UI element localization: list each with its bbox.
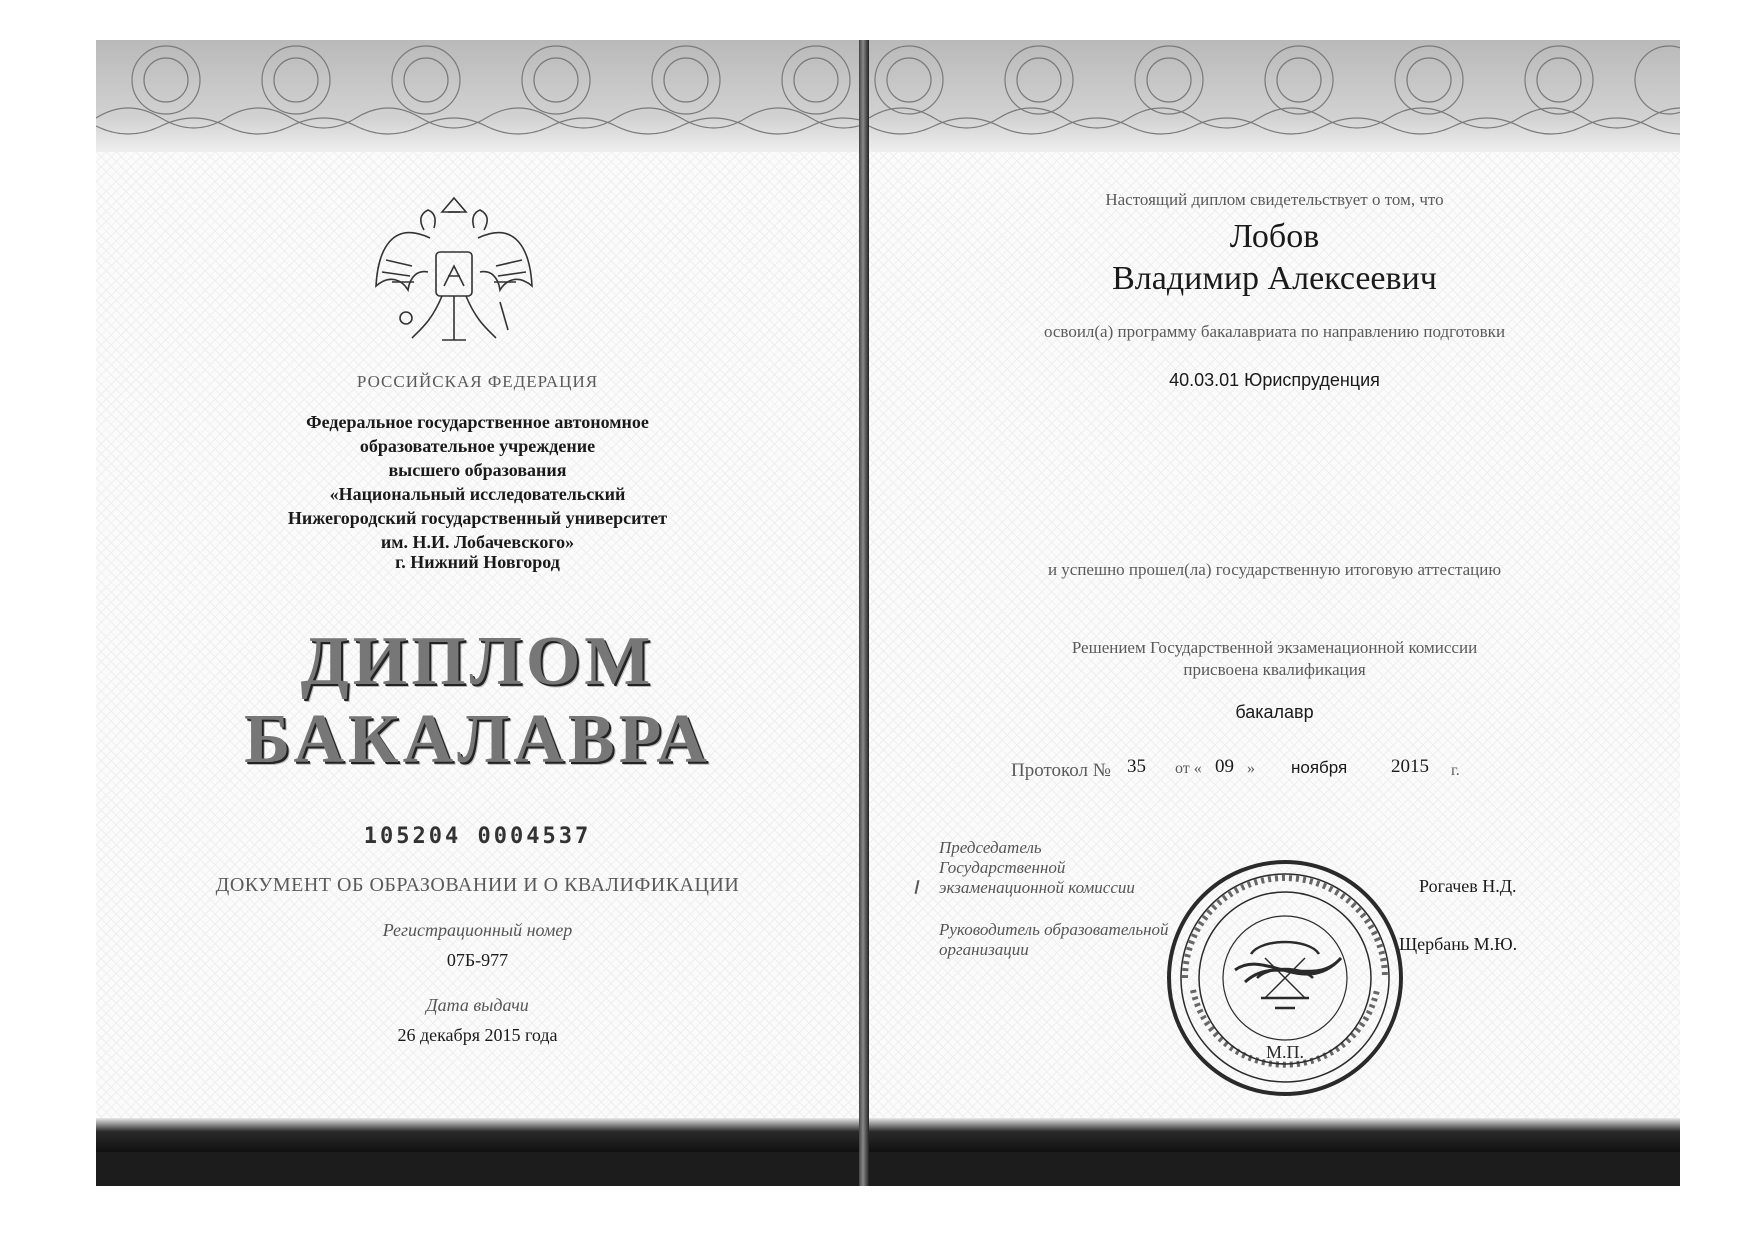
protocol-number: 35 [1127,756,1146,777]
seal-mark: М.П. [1265,1042,1305,1062]
protocol-year: 2015 [1391,756,1429,777]
coat-of-arms-icon [372,190,537,350]
institution-line: Нижегородский государственный университет [287,508,668,528]
decision-line2: присвоена квалификация [1183,660,1366,679]
protocol-close-quote: » [1247,760,1255,777]
protocol-year-suffix: г. [1451,762,1460,779]
registration-label: Регистрационный номер [382,920,573,940]
book-spine [859,40,869,1186]
diploma-cover-page [96,40,859,1152]
head-title-line: организации [939,940,1029,959]
head-title-line: Руководитель образовательной [939,920,1169,939]
chair-name: Рогачев Н.Д. [1419,876,1517,896]
registration-number: 07Б-977 [446,950,509,970]
chair-title-line: Государственной [939,858,1066,877]
protocol-from: от « [1175,760,1202,777]
serial-number: 105204 0004537 [363,824,592,849]
country-name: РОССИЙСКАЯ ФЕДЕРАЦИЯ [356,372,599,391]
intro-text: Настоящий диплом свидетельствует о том, что [1105,190,1444,209]
diploma-title-line2: БАКАЛАВРА [244,701,711,778]
graduate-surname: Лобов [1229,218,1320,255]
decorative-guilloche-band [869,40,1680,152]
institution-line: Федеральное государственное автономное [306,412,649,432]
decorative-guilloche-band [96,40,859,152]
city: г. Нижний Новгород [395,552,560,572]
institution-line: высшего образования [388,460,567,480]
qualification: бакалавр [1235,702,1314,722]
page-bottom-edge [869,1118,1680,1152]
chair-title [939,838,1135,898]
protocol-label: Протокол № [1011,760,1111,781]
graduate-given-names: Владимир Алексеевич [1112,260,1437,297]
decision-line1: Решением Государственной экзаменационной комиссии [1071,638,1478,657]
attestation-text: и успешно прошел(ла) государственную итоговую аттестацию [1047,560,1502,579]
institution-name [96,410,859,554]
protocol-day: 09 [1215,756,1234,777]
program-name: 40.03.01 Юриспруденция [1169,370,1380,390]
diploma-title-line1: ДИПЛОМ [300,623,655,700]
program-text: освоил(а) программу бакалавриата по направлению подготовки [1043,322,1506,341]
institution-line: им. Н.И. Лобачевского» [380,532,575,552]
issue-date: 26 декабря 2015 года [397,1025,558,1045]
issue-date-label: Дата выдачи [426,995,529,1015]
official-seal-icon [1165,858,1405,1098]
head-name: Щербань М.Ю. [1399,934,1518,954]
chair-title-line: экзаменационной комиссии [939,878,1135,897]
document-type: ДОКУМЕНТ ОБ ОБРАЗОВАНИИ И О КВАЛИФИКАЦИИ [215,874,740,896]
protocol-month: ноября [1291,758,1348,777]
head-title [939,920,1169,960]
diploma-spread [96,40,1680,1186]
chair-title-line: Председатель [939,838,1042,857]
page-bottom-edge [96,1118,859,1152]
institution-line: образовательное учреждение [359,436,596,456]
institution-line: «Национальный исследовательский [329,484,626,504]
